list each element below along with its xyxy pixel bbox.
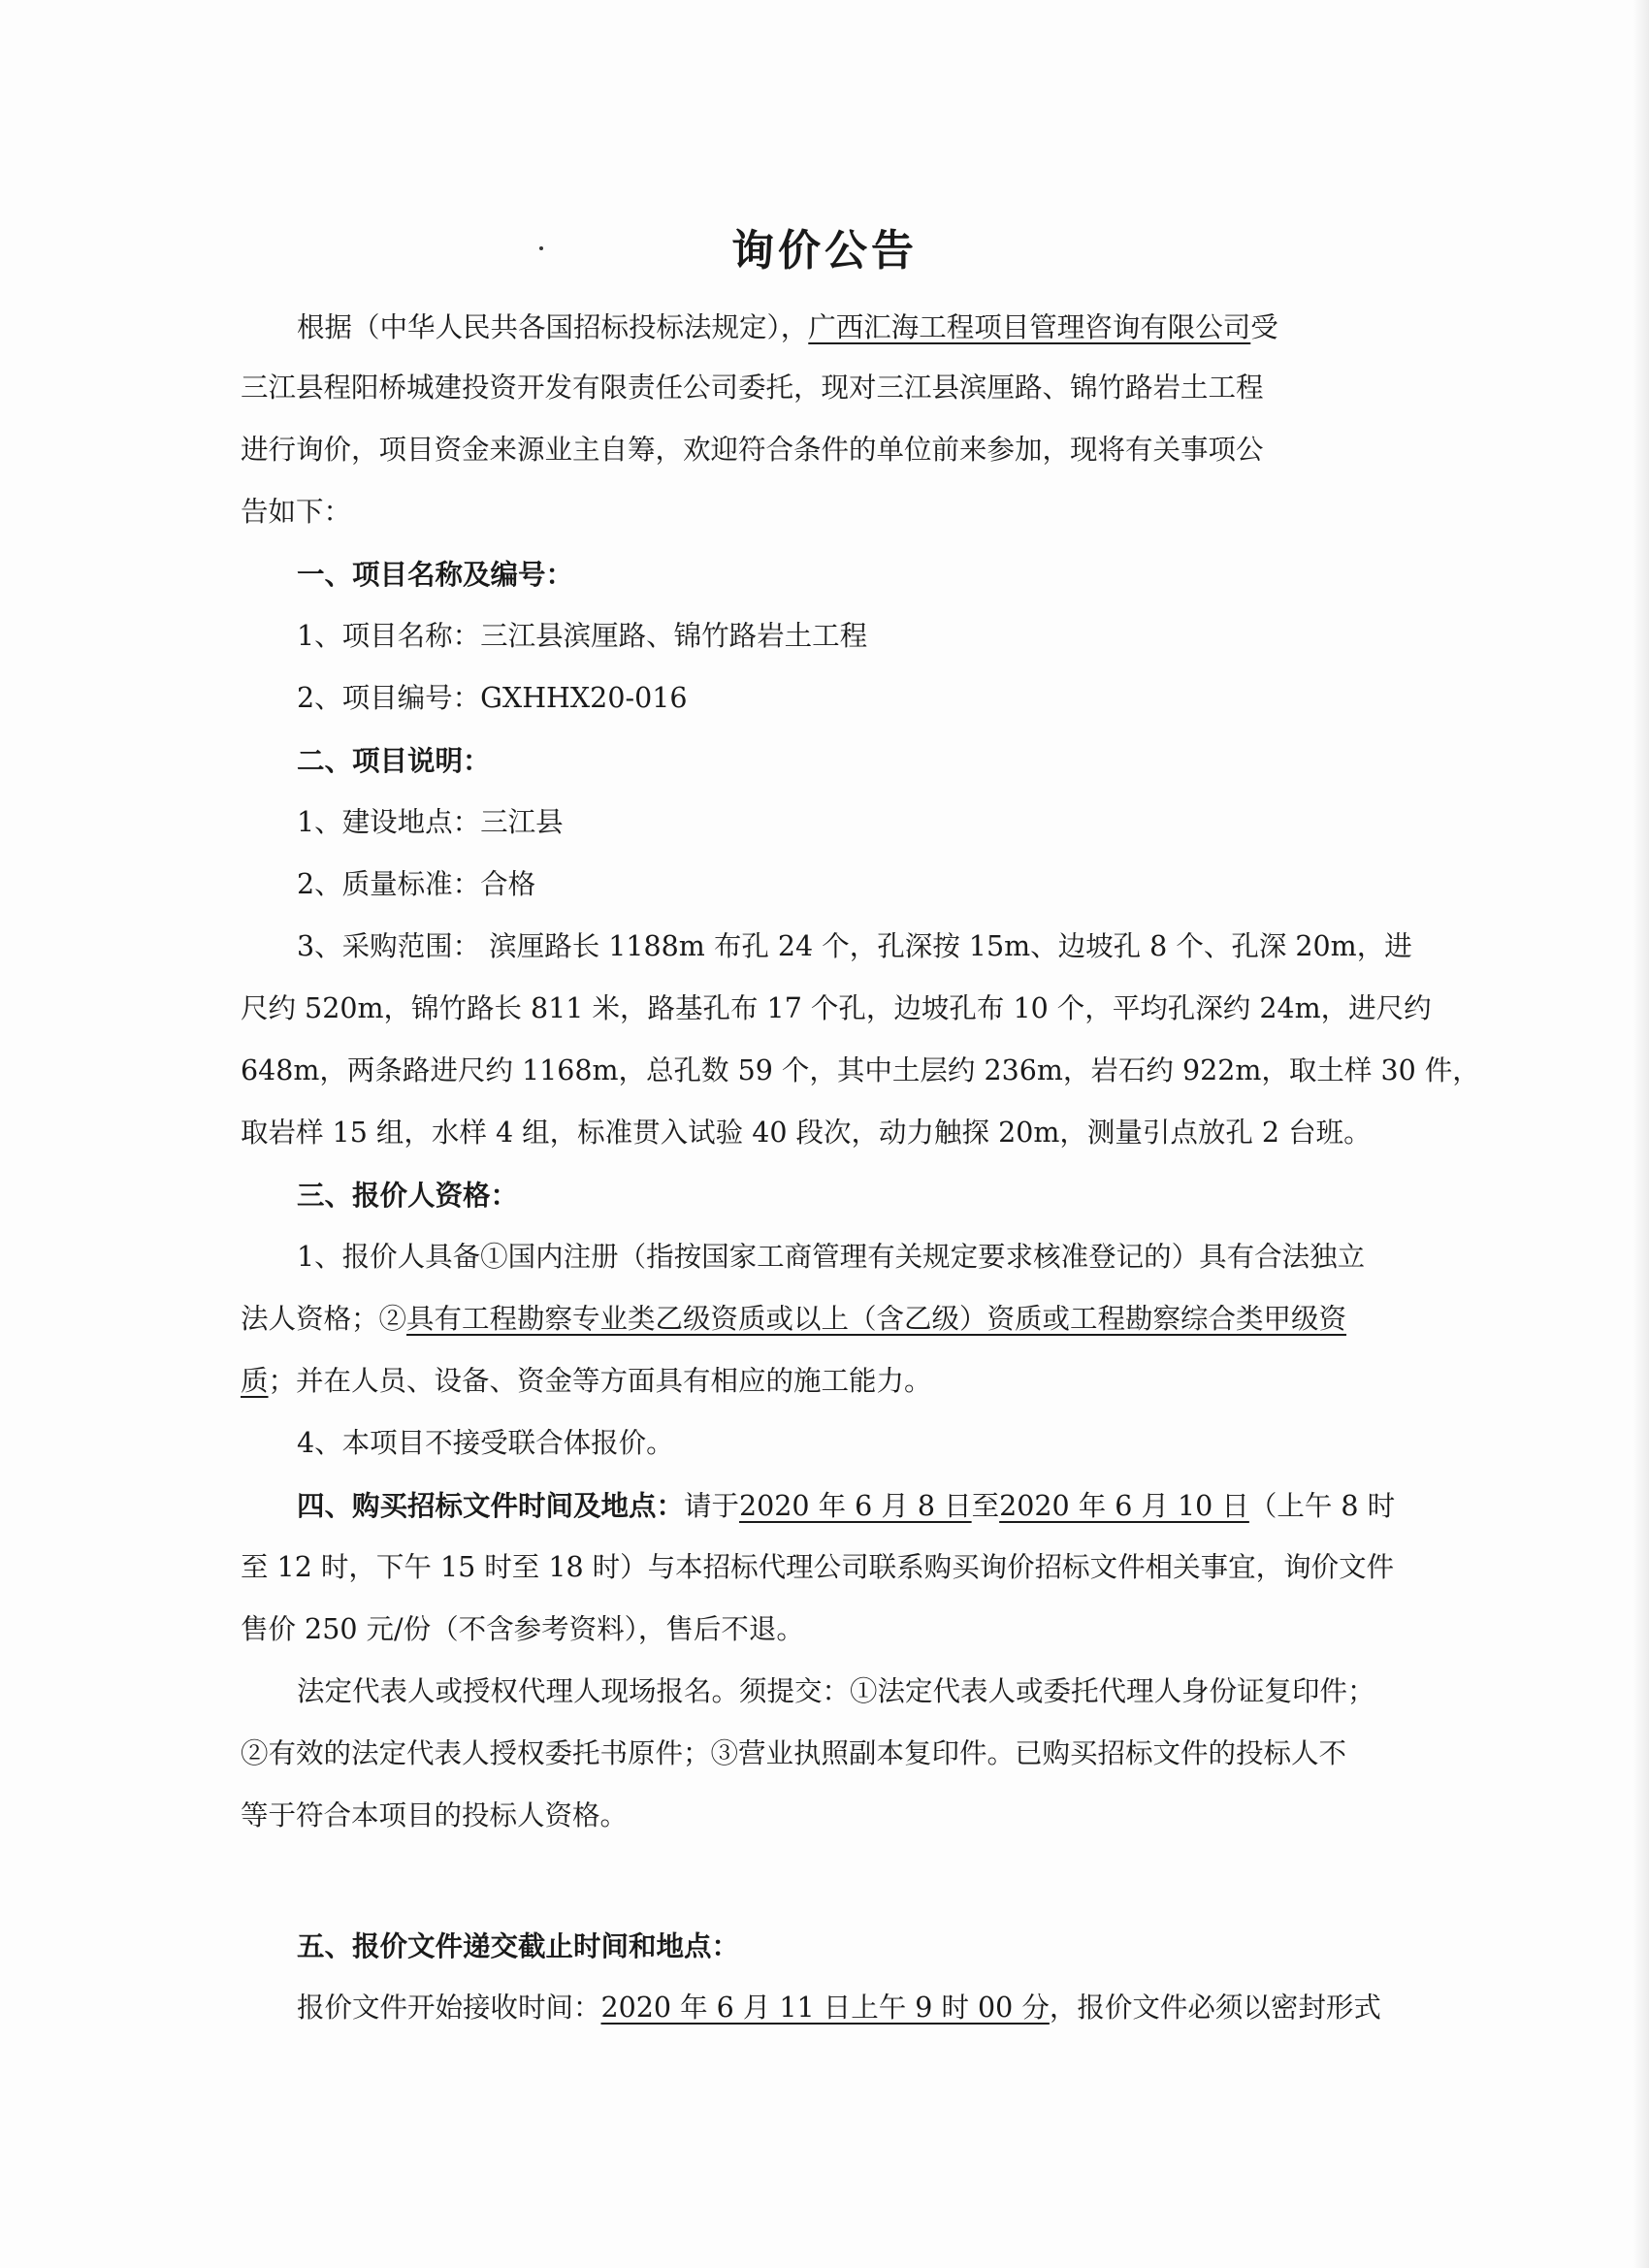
purchase-line-2: 至 12 时，下午 15 时至 18 时）与本招标代理公司联系购买询价招标文件相关事宜，询价文件 xyxy=(241,1551,1395,1583)
purchase-line-3: 售价 250 元/份（不含参考资料），售后不退。 xyxy=(241,1613,804,1645)
scan-edge-shadow xyxy=(1633,0,1649,2268)
qualification-line-3: 质；并在人员、设备、资金等方面具有相应的施工能力。 xyxy=(241,1365,932,1397)
construction-location: 1、建设地点：三江县 xyxy=(297,806,564,838)
purchase-end-date: 2020 年 6 月 10 日 xyxy=(999,1490,1249,1522)
scope-line-2: 尺约 520m，锦竹路长 811 米，路基孔布 17 个孔，边坡孔布 10 个，平均孔深约 24m，进尺约 xyxy=(241,992,1432,1024)
scope-line-1: 3、采购范围： 滨厘路长 1188m 布孔 24 个，孔深按 15m、边坡孔 8 个、孔深 20m，进 xyxy=(297,930,1412,962)
intro-line-1: 根据（中华人民共各国招标投标法规定），广西汇海工程项目管理咨询有限公司受 xyxy=(297,311,1278,343)
submission-line-1: 报价文件开始接收时间：2020 年 6 月 11 日上午 9 时 00 分，报价文件必须以密封形式 xyxy=(297,1992,1381,2024)
section-1-heading: 一、项目名称及编号： xyxy=(297,558,574,591)
project-name: 1、项目名称：三江县滨厘路、锦竹路岩土工程 xyxy=(297,620,868,652)
registration-line-2: ②有效的法定代表人授权委托书原件；③营业执照副本复印件。已购买招标文件的投标人不 xyxy=(241,1737,1347,1769)
quality-standard: 2、质量标准：合格 xyxy=(297,868,536,900)
scope-line-4: 取岩样 15 组，水样 4 组，标准贯入试验 40 段次，动力触探 20m，测量引点放孔 2 台班。 xyxy=(241,1117,1372,1149)
qualification-line-1: 1、报价人具备①国内注册（指按国家工商管理有关规定要求核准登记的）具有合法独立 xyxy=(297,1241,1366,1273)
scope-line-3: 648m，两条路进尺约 1168m，总孔数 59 个，其中土层约 236m，岩石约 922m，取土样 30 件， xyxy=(241,1054,1480,1086)
page-title: 询价公告 xyxy=(731,226,918,275)
intro-line-2: 三江县程阳桥城建投资开发有限责任公司委托，现对三江县滨厘路、锦竹路岩土工程 xyxy=(241,372,1264,404)
purchase-line-1: 四、购买招标文件时间及地点：请于2020 年 6 月 8 日至2020 年 6 月 10 日（上午 8 时 xyxy=(297,1489,1396,1522)
submission-start-time: 2020 年 6 月 11 日上午 9 时 00 分 xyxy=(600,1992,1050,2024)
qualification-line-2: 法人资格；②具有工程勘察专业类乙级资质或以上（含乙级）资质或工程勘察综合类甲级资 xyxy=(241,1303,1347,1335)
registration-line-1: 法定代表人或授权代理人现场报名。须提交：①法定代表人或委托代理人身份证复印件； xyxy=(297,1675,1375,1707)
section-2-heading: 二、项目说明： xyxy=(297,744,491,777)
section-5-heading: 五、报价文件递交截止时间和地点： xyxy=(297,1929,740,1962)
intro-line-3: 进行询价，项目资金来源业主自筹，欢迎符合条件的单位前来参加，现将有关事项公 xyxy=(241,434,1264,466)
project-code: 2、项目编号：GXHHX20-016 xyxy=(297,682,688,714)
section-3-heading: 三、报价人资格： xyxy=(297,1179,519,1212)
purchase-start-date: 2020 年 6 月 8 日 xyxy=(739,1490,972,1522)
agency-name: 广西汇海工程项目管理咨询有限公司 xyxy=(808,311,1251,343)
registration-line-3: 等于符合本项目的投标人资格。 xyxy=(241,1799,629,1831)
section-4-heading: 四、购买招标文件时间及地点： xyxy=(297,1489,685,1522)
intro-line-4: 告如下： xyxy=(241,496,352,528)
no-consortium: 4、本项目不接受联合体报价。 xyxy=(297,1427,674,1459)
